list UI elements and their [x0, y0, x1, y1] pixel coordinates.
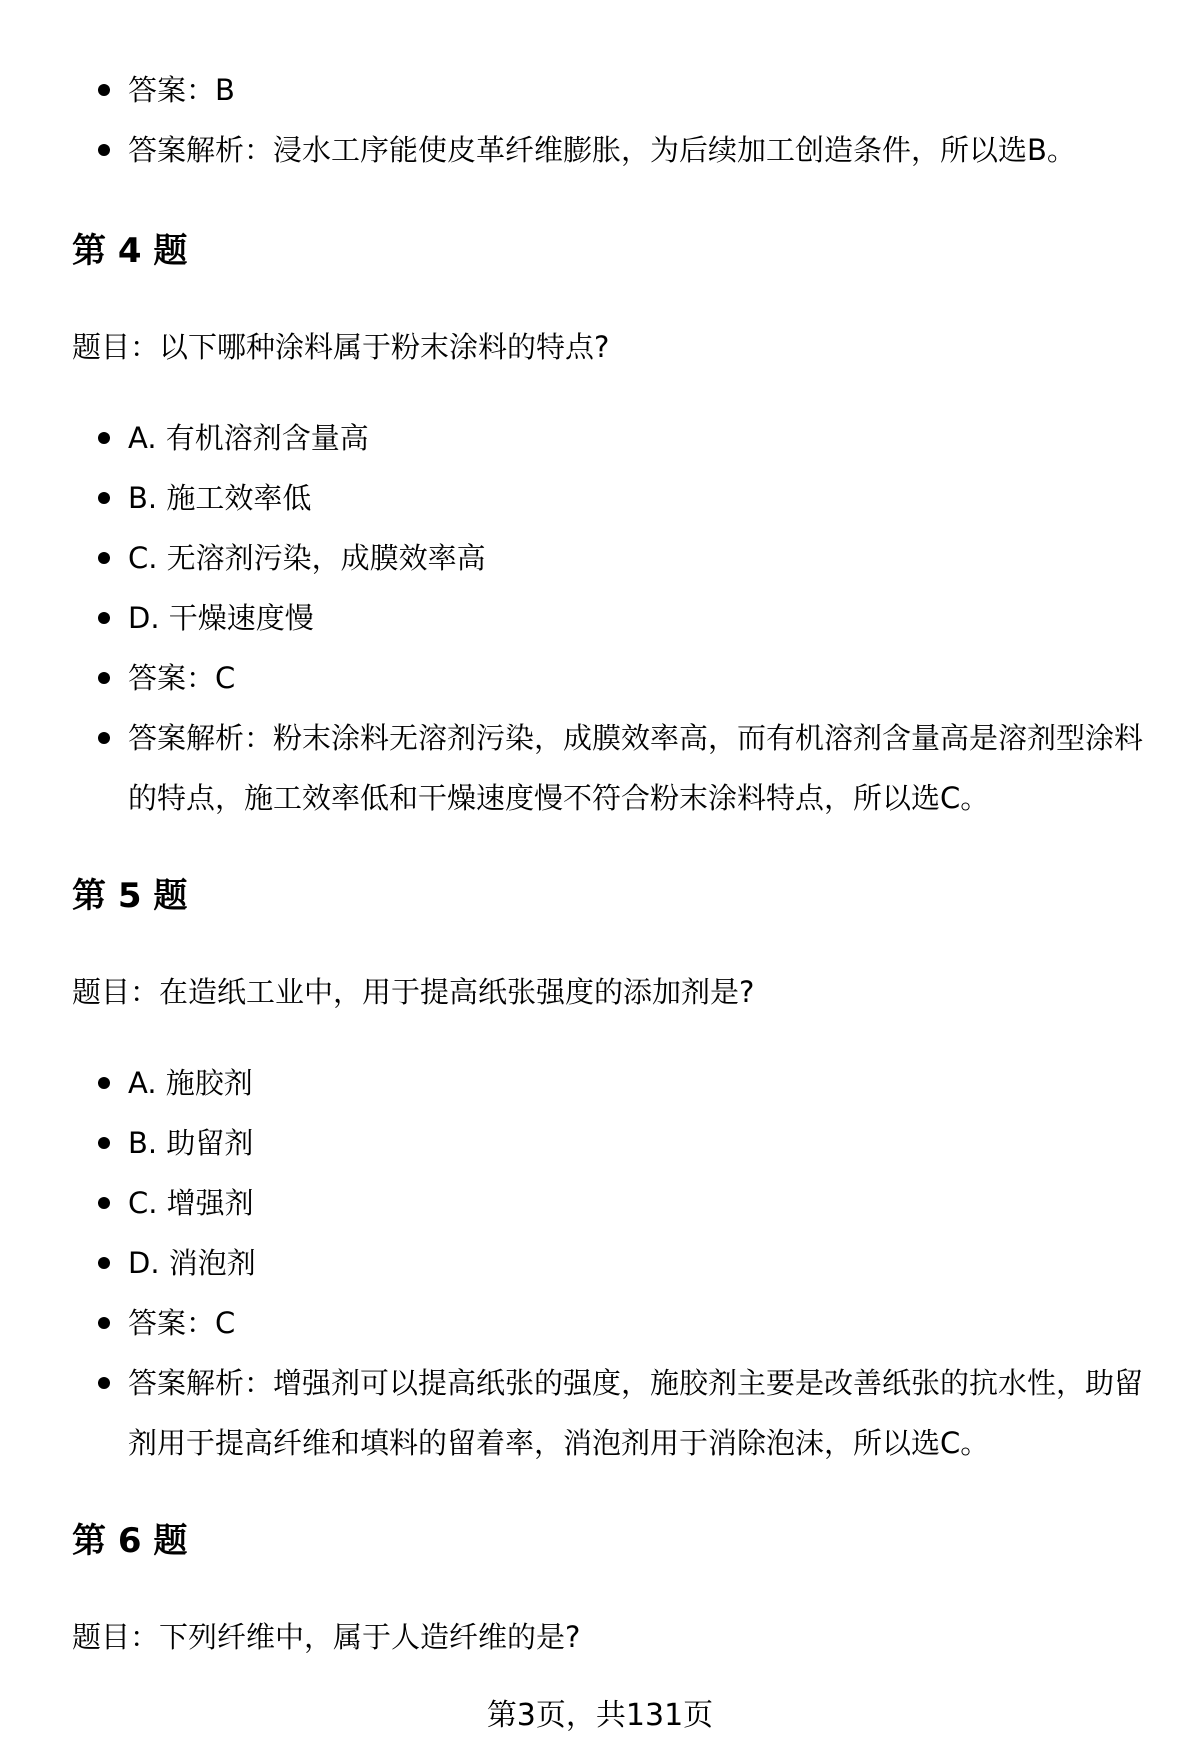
answer-item: 答案：C [0, 648, 1200, 708]
question-options [0, 408, 1200, 828]
explanation-item: 答案解析：增强剂可以提高纸张的强度，施胶剂主要是改善纸张的抗水性，助留剂用于提高纤维和填料的留着率，消泡剂用于消除泡沫，所以选C。 [0, 1353, 1200, 1473]
option-item: C. 增强剂 [0, 1173, 1200, 1233]
option-item: A. 有机溶剂含量高 [0, 408, 1200, 468]
option-item: B. 施工效率低 [0, 468, 1200, 528]
question-heading: 第 5 题 [72, 876, 188, 916]
option-item: C. 无溶剂污染，成膜效率高 [0, 528, 1200, 588]
option-item: D. 干燥速度慢 [0, 588, 1200, 648]
question-options [0, 1053, 1200, 1473]
prev-question-tail [0, 60, 1200, 180]
question-text: 题目：以下哪种涂料属于粉末涂料的特点? [72, 330, 610, 364]
page-number-footer: 第3页，共131页 [486, 1698, 714, 1733]
question-text: 题目：下列纤维中，属于人造纤维的是? [72, 1620, 581, 1654]
question-heading: 第 4 题 [72, 231, 188, 271]
prev-question-list [0, 60, 1200, 180]
answer-item: 答案：C [0, 1293, 1200, 1353]
option-item: B. 助留剂 [0, 1113, 1200, 1173]
option-item: D. 消泡剂 [0, 1233, 1200, 1293]
explanation-item: 答案解析：浸水工序能使皮革纤维膨胀，为后续加工创造条件，所以选B。 [0, 120, 1200, 180]
explanation-item: 答案解析：粉末涂料无溶剂污染，成膜效率高，而有机溶剂含量高是溶剂型涂料的特点，施工效率低和干燥速度慢不符合粉末涂料特点，所以选C。 [0, 708, 1200, 828]
option-item: A. 施胶剂 [0, 1053, 1200, 1113]
question-heading: 第 6 题 [72, 1521, 188, 1561]
question-text: 题目：在造纸工业中，用于提高纸张强度的添加剂是? [72, 975, 755, 1009]
answer-item: 答案：B [0, 60, 1200, 120]
